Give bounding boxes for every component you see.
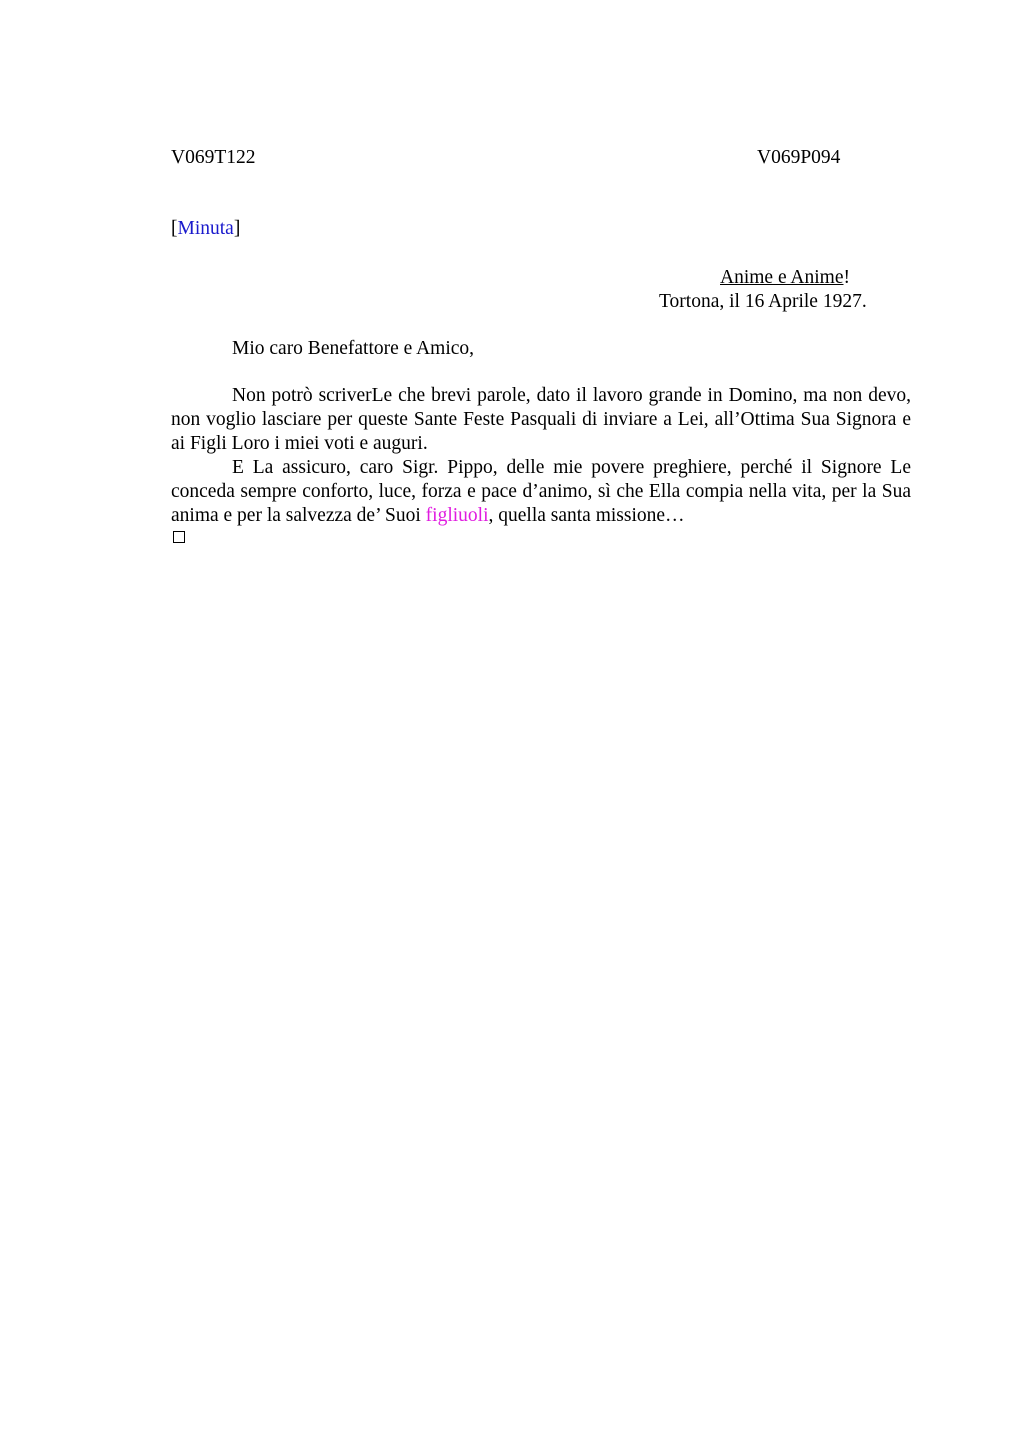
paragraph-2 (171, 456, 911, 528)
document-code-right: V069P094 (757, 147, 841, 168)
minuta-label: Minuta (177, 218, 234, 239)
open-bracket: [ (171, 218, 178, 239)
paragraph-1: Non potrò scriverLe che brevi parole, dato il lavoro grande in Domino, ma non devo, non voglio lasciare per queste Sante Feste Pasquali di inviare a Lei, all’Ottima Sua Signora e ai Figli Loro i miei voti e auguri. (171, 385, 911, 454)
minuta-annotation (171, 217, 240, 241)
motto-text: Anime e Anime (720, 267, 844, 288)
paragraph-2-ending: , quella santa missione… (488, 505, 685, 526)
date-line: Tortona, il 16 Aprile 1927. (659, 291, 867, 312)
paragraph-2-text: E La assicuro, caro Sigr. Pippo, delle mie povere preghiere, perché il Signore Le conceda sempre conforto, luce, forza e pace d’animo, sì che Ella compia nella vita, per la Sua anima e per la salvezza de’ Suoi (171, 457, 911, 526)
motto-punctuation: ! (843, 267, 850, 288)
highlighted-word: figliuoli (425, 505, 489, 526)
checkbox-square-icon (173, 531, 185, 543)
motto (720, 266, 850, 290)
close-bracket: ] (233, 218, 241, 239)
greeting: Mio caro Benefattore e Amico, (232, 338, 475, 359)
document-code-left: V069T122 (171, 147, 256, 168)
